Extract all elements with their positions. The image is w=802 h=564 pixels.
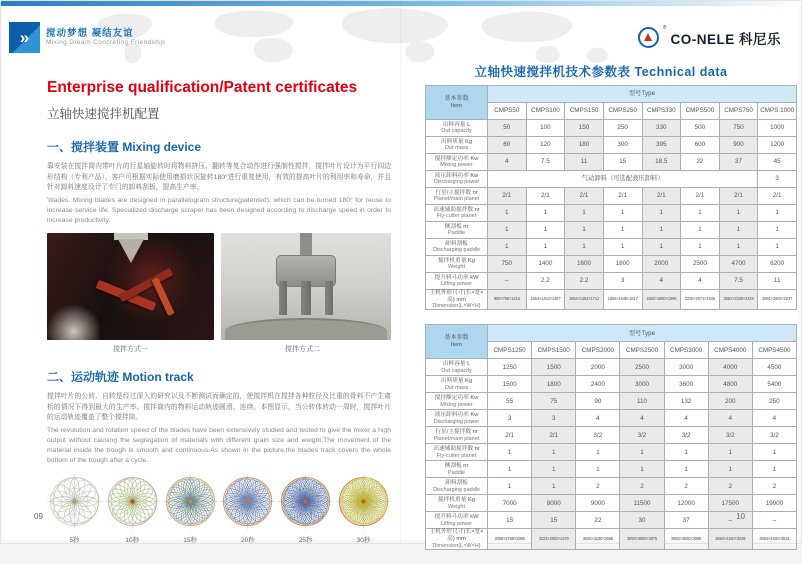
- value-cell: 2000: [576, 359, 620, 376]
- value-cell: 15: [532, 512, 576, 529]
- value-cell: 6200: [758, 256, 797, 273]
- value-cell: 1: [681, 222, 720, 239]
- photo-decor: [325, 281, 333, 315]
- value-cell: 1: [488, 205, 527, 222]
- photo-decor: [279, 281, 287, 315]
- value-cell: 100: [526, 120, 565, 137]
- value-cell: 1: [576, 461, 620, 478]
- value-cell: 1: [488, 478, 532, 495]
- value-cell: 17500: [708, 495, 752, 512]
- value-cell: 2500: [681, 256, 720, 273]
- value-cell: 5400: [752, 376, 796, 393]
- model-header-cell: CMPS250: [603, 103, 642, 120]
- value-cell: 250: [603, 120, 642, 137]
- registered-mark: ®: [662, 25, 667, 31]
- value-cell: 4: [664, 410, 708, 427]
- value-cell: 11: [565, 154, 604, 171]
- row-label-cell: 主机外形尺寸(长×宽×高) mm Dimension(L×W×H): [426, 290, 488, 310]
- value-cell: 3893×3550×2875: [620, 529, 664, 549]
- value-cell: 1: [532, 461, 576, 478]
- value-cell: 3000: [620, 376, 664, 393]
- value-cell: 4594×4150×3249: [708, 529, 752, 549]
- value-cell: 1: [708, 444, 752, 461]
- track-time-label: 30秒: [356, 536, 371, 544]
- motion-track-item: [278, 474, 333, 544]
- row-label-cell: 提升料斗功率 kW Lifting power: [426, 273, 488, 290]
- photo-decor: [118, 239, 144, 263]
- value-cell: 1: [758, 205, 797, 222]
- value-cell: 18.5: [642, 154, 681, 171]
- track-time-label: 10秒: [125, 536, 140, 544]
- value-cell: 1862×1850×1895: [642, 290, 681, 310]
- value-cell: 1600: [565, 256, 604, 273]
- value-cell: 200: [708, 393, 752, 410]
- value-cell: 3: [603, 273, 642, 290]
- value-cell: 1664×1453×1487: [526, 290, 565, 310]
- value-cell: 7.5: [526, 154, 565, 171]
- motion-track-paragraph-cn: 搅拌叶片的公转、自转是经过深入的研究以及不断测试而确定的，使搅拌机在搅拌各种粒径及比重的骨料不产生离析的情况下得到最大的生产率。搅拌筒内的物料运动轨迹圆滑、连续。本图显示，当公转体转动一周时，搅拌叶片的运动轨迹覆盖了整个搅拌筒。: [47, 393, 391, 422]
- row-label-cell: 侧刮板 nr Paddle: [426, 222, 488, 239]
- value-cell: 2/1: [603, 188, 642, 205]
- value-cell: 1: [664, 444, 708, 461]
- value-cell: 1: [603, 205, 642, 222]
- mixing-device-paragraph-en: 'blades. Mixing blades are designed in parallelogram structure(patented), which can be turned 180° for reuse to increase service life. Specialized discharge scraper has been designed according to discharge speed in order to increase productivity.: [47, 196, 391, 224]
- value-cell: 1: [488, 444, 532, 461]
- section-heading-mixing-device: 一、搅拌装置 Mixing device: [47, 140, 202, 154]
- model-header-cell: CMPS4500: [752, 342, 796, 359]
- value-cell: 330: [642, 120, 681, 137]
- value-cell: 1: [719, 239, 758, 256]
- value-cell: 4: [488, 154, 527, 171]
- value-cell: 1: [565, 205, 604, 222]
- value-cell: 3/2: [620, 427, 664, 444]
- value-cell: 4700: [719, 256, 758, 273]
- row-label-cell: 搅拌机重量 Kg Weight: [426, 256, 488, 273]
- value-cell: 395: [642, 137, 681, 154]
- value-cell: 4800: [708, 376, 752, 393]
- value-cell: 4594×4150×3634: [752, 529, 796, 549]
- value-cell: 500: [681, 120, 720, 137]
- value-cell: 4: [708, 410, 752, 427]
- value-cell: 1500: [532, 359, 576, 376]
- slogan-english: Mixing Dream Concreting Friendship: [46, 39, 166, 46]
- value-cell: 11500: [620, 495, 664, 512]
- row-label-cell: 主机外形尺寸(长×宽×高) mm Dimension(L×W×H): [426, 529, 488, 549]
- value-cell: 15: [488, 512, 532, 529]
- value-cell: 2/1: [488, 188, 527, 205]
- row-label-cell: 侧刮板 nr Paddle: [426, 461, 488, 478]
- model-header-cell: CMPS330: [642, 103, 681, 120]
- value-cell: 2000: [642, 256, 681, 273]
- value-cell: 3: [758, 171, 797, 188]
- motion-track-pattern: [336, 474, 391, 529]
- motion-track-item: [163, 474, 218, 544]
- value-cell: 1200: [758, 137, 797, 154]
- model-header-cell: CMPS50: [488, 103, 527, 120]
- value-cell: 1: [681, 239, 720, 256]
- spec-tables: [425, 85, 797, 564]
- motion-track-pattern: [163, 474, 218, 529]
- motion-track-paragraph-en: The revolution and rotation speed of the blades have been extensively studied and tested to give the mixer a high output without causing the segregation of materials with different grain size and weight.The movement of the material inside the trough is smooth and continuous.As shown in the picture,the blades track covers the whole bottom of the trough after a cycle.: [47, 426, 391, 465]
- value-cell: 60: [488, 137, 527, 154]
- value-cell: 750: [719, 120, 758, 137]
- co-nele-circle-triangle-icon: [638, 27, 659, 48]
- value-cell: 1: [576, 444, 620, 461]
- value-cell: 1: [752, 444, 796, 461]
- brand-logo: [638, 27, 781, 48]
- value-cell: 900: [719, 137, 758, 154]
- value-cell: 4: [576, 410, 620, 427]
- row-label-cell: 搅拌额定功率 Kw Mixing power: [426, 393, 488, 410]
- photo-caption-1: 搅拌方式一: [113, 346, 148, 354]
- value-cell: –: [708, 512, 752, 529]
- value-cell: 90: [576, 393, 620, 410]
- value-cell: 4: [642, 273, 681, 290]
- row-label-cell: 出料容量 L Out capacity: [426, 120, 488, 137]
- value-cell: 3: [532, 410, 576, 427]
- photo-decor: [301, 281, 311, 315]
- row-label-cell: 搅拌机重量 Kg Weight: [426, 495, 488, 512]
- section-heading-motion-track: 二、运动轨迹 Motion track: [47, 370, 194, 385]
- value-cell: 3/2: [664, 427, 708, 444]
- value-cell: 1: [526, 205, 565, 222]
- row-label-cell: 液压卸料功率 Kw Discharging power: [426, 171, 488, 188]
- mixing-device-paragraph-cn: 靠安装在搅拌筒内带叶片的行星轴旋转时将物料挤压、翻转等复合动作进行强制性搅拌，搅拌叶片设计为平行四边形结构（专利产品），客户可根据实际使用磨损状况旋转180°进行重复使用，有效的提高叶片的利用率和寿命，并且针对卸料速度设计了专门的卸料刮板，提高生产率。: [47, 163, 391, 192]
- value-cell: 1: [565, 239, 604, 256]
- value-cell: 950×786×1215: [488, 290, 527, 310]
- row-label-cell: 行星/主搅拌数 nr Planet/main planet: [426, 427, 488, 444]
- value-cell: 1: [758, 239, 797, 256]
- value-cell: 2/1: [565, 188, 604, 205]
- type-header-cell: 型号Type: [488, 325, 797, 342]
- value-cell: 1800: [603, 256, 642, 273]
- value-cell: 120: [526, 137, 565, 154]
- photo-caption-2: 搅拌方式二: [285, 346, 320, 354]
- item-header-cell: 基本参数 Item: [426, 86, 488, 120]
- value-cell: 3/2: [576, 427, 620, 444]
- value-cell: 45: [758, 154, 797, 171]
- value-cell: 1250: [488, 359, 532, 376]
- photo-captions: [47, 344, 391, 354]
- photo-mixing-method-1: [47, 233, 214, 340]
- value-cell: 1: [488, 461, 532, 478]
- value-cell: 22: [681, 154, 720, 171]
- value-cell: 22: [576, 512, 620, 529]
- value-cell: 132: [664, 393, 708, 410]
- value-cell: 1500: [488, 376, 532, 393]
- value-cell: 37: [664, 512, 708, 529]
- row-label-cell: 液压卸料功率 Kw Discharging power: [426, 410, 488, 427]
- value-cell: 4: [752, 410, 796, 427]
- value-cell: 3600: [664, 376, 708, 393]
- track-time-label: 5秒: [69, 536, 80, 544]
- value-cell: 3: [488, 410, 532, 427]
- row-label-cell: 提升料斗功率 kW Lifting power: [426, 512, 488, 529]
- value-cell: 12000: [664, 495, 708, 512]
- row-label-cell: 搅拌额定功率 Kw Mixing power: [426, 154, 488, 171]
- value-cell: 2/1: [532, 427, 576, 444]
- value-cell: 2: [576, 478, 620, 495]
- value-cell: 55: [488, 393, 532, 410]
- model-header-cell: CMPS3000: [664, 342, 708, 359]
- value-cell: 2: [664, 478, 708, 495]
- value-cell: 3/2: [752, 427, 796, 444]
- value-cell: 2: [620, 478, 664, 495]
- page-number-right: 10: [736, 512, 745, 521]
- value-cell: 2/1: [719, 188, 758, 205]
- value-cell: 2/1: [642, 188, 681, 205]
- model-header-cell: CMPS1250: [488, 342, 532, 359]
- value-cell: 1: [719, 205, 758, 222]
- value-cell: 4: [681, 273, 720, 290]
- value-cell: 300: [603, 137, 642, 154]
- value-cell: 750: [488, 256, 527, 273]
- value-cell: 4: [620, 410, 664, 427]
- value-cell: 110: [620, 393, 664, 410]
- spec-table: [425, 85, 797, 310]
- value-cell: 9000: [576, 495, 620, 512]
- value-cell: 37: [719, 154, 758, 171]
- value-cell: 2/1: [681, 188, 720, 205]
- value-cell: 1: [719, 222, 758, 239]
- world-map-background: [71, 5, 651, 65]
- value-cell: 7.5: [719, 273, 758, 290]
- value-cell: 3058×2756×2395: [488, 529, 532, 549]
- motion-track-item: [220, 474, 275, 544]
- model-header-cell: CMPS100: [526, 103, 565, 120]
- value-cell: 150: [565, 120, 604, 137]
- row-label-cell: 卸料刮板 Discharging paddle: [426, 478, 488, 495]
- row-label-cell: 高速辅助搅拌数 nr Fly-cutter planet: [426, 444, 488, 461]
- slogan-chinese: 搅动梦想 凝结友谊: [46, 28, 134, 39]
- value-cell: 2235×2071×1935: [681, 290, 720, 310]
- motion-track-pattern: [105, 474, 160, 529]
- value-cell: 3625×3230×2695: [576, 529, 620, 549]
- motion-track-diagrams: [47, 474, 391, 544]
- value-cell: 1: [642, 239, 681, 256]
- technical-data-title: 立轴快速搅拌机技术参数表 Technical data: [474, 65, 728, 79]
- motion-track-item: [105, 474, 160, 544]
- value-cell: 30: [620, 512, 664, 529]
- photo-decor: [225, 318, 387, 340]
- value-cell: 4000: [708, 359, 752, 376]
- value-cell: 50: [488, 120, 527, 137]
- value-cell: 1: [642, 205, 681, 222]
- model-header-cell: CMPS1500: [532, 342, 576, 359]
- photo-row: [47, 233, 391, 340]
- value-cell: 1: [565, 222, 604, 239]
- row-label-cell: 出料容量 L Out capacity: [426, 359, 488, 376]
- value-cell: 3223×2902×2470: [532, 529, 576, 549]
- page-number-left: 09: [34, 512, 43, 521]
- value-cell: 75: [532, 393, 576, 410]
- page-fold-divider: [400, 1, 402, 543]
- value-cell: 1: [532, 444, 576, 461]
- merged-value-cell: 气动卸料（可选配液压卸料）: [488, 171, 758, 188]
- value-cell: 1: [681, 205, 720, 222]
- chevron-right-icon: »: [19, 27, 27, 47]
- value-cell: 1: [752, 461, 796, 478]
- motion-track-pattern: [47, 474, 102, 529]
- value-cell: 1: [488, 222, 527, 239]
- value-cell: 11: [758, 273, 797, 290]
- spec-table-small-models: [425, 85, 797, 310]
- motion-track-pattern: [220, 474, 275, 529]
- track-time-label: 25秒: [298, 536, 313, 544]
- value-cell: 1: [603, 239, 642, 256]
- value-cell: 1400: [526, 256, 565, 273]
- value-cell: 15: [603, 154, 642, 171]
- company-chevron-logo-icon: [9, 22, 40, 53]
- model-header-cell: CMPS500: [681, 103, 720, 120]
- row-label-cell: 出料质量 Kg Out mass: [426, 137, 488, 154]
- value-cell: 1: [758, 222, 797, 239]
- value-cell: 2.2: [565, 273, 604, 290]
- brand-name: CO-NELE 科尼乐: [670, 31, 781, 47]
- value-cell: 1: [708, 461, 752, 478]
- motion-track-item: [336, 474, 391, 544]
- value-cell: –: [488, 273, 527, 290]
- row-label-cell: 出料质量 Kg Out mass: [426, 376, 488, 393]
- value-cell: 1: [526, 222, 565, 239]
- value-cell: 1: [603, 222, 642, 239]
- value-cell: 2581×2336×2245: [719, 290, 758, 310]
- value-cell: 2891×2602×2237: [758, 290, 797, 310]
- value-cell: 8000: [532, 495, 576, 512]
- motion-track-item: [47, 474, 102, 544]
- value-cell: 2: [752, 478, 796, 495]
- value-cell: 4500: [752, 359, 796, 376]
- value-cell: 2/1: [526, 188, 565, 205]
- value-cell: 1: [526, 239, 565, 256]
- value-cell: 1: [620, 461, 664, 478]
- value-cell: 600: [681, 137, 720, 154]
- value-cell: 1: [620, 444, 664, 461]
- value-cell: 7000: [488, 495, 532, 512]
- model-header-cell: CMPS150: [565, 103, 604, 120]
- row-label-cell: 卸料刮板 Discharging paddle: [426, 239, 488, 256]
- value-cell: 1: [488, 239, 527, 256]
- value-cell: 19000: [752, 495, 796, 512]
- track-time-label: 15秒: [183, 536, 197, 544]
- value-cell: 1664×1453×1712: [565, 290, 604, 310]
- type-header-cell: 型号Type: [488, 86, 797, 103]
- item-header-cell: 基本参数 Item: [426, 325, 488, 359]
- model-header-cell: CMPS2000: [576, 342, 620, 359]
- value-cell: 2/1: [488, 427, 532, 444]
- row-label-cell: 行星/主搅拌数 nr Planet/main planet: [426, 188, 488, 205]
- value-cell: 1: [532, 478, 576, 495]
- value-cell: 1800: [532, 376, 576, 393]
- value-cell: 1000: [758, 120, 797, 137]
- value-cell: 250: [752, 393, 796, 410]
- value-cell: 1856×1648×1817: [603, 290, 642, 310]
- value-cell: 2.2: [526, 273, 565, 290]
- value-cell: 1: [642, 222, 681, 239]
- value-cell: –: [752, 512, 796, 529]
- value-cell: 1: [664, 461, 708, 478]
- photo-mixing-method-2: [221, 233, 391, 340]
- value-cell: 2: [708, 478, 752, 495]
- value-cell: 3000: [664, 359, 708, 376]
- left-page: [47, 79, 391, 544]
- model-header-cell: CMPS750: [719, 103, 758, 120]
- value-cell: 2/1: [758, 188, 797, 205]
- model-header-cell: CMPS2500: [620, 342, 664, 359]
- page-subtitle: 立轴快速搅拌机配置: [47, 107, 160, 121]
- model-header-cell: CMPS 1000: [758, 103, 797, 120]
- model-header-cell: CMPS4000: [708, 342, 752, 359]
- photo-decor: [151, 277, 174, 316]
- value-cell: 180: [565, 137, 604, 154]
- page-title: Enterprise qualification/Patent certificates: [47, 79, 358, 96]
- value-cell: 2500: [620, 359, 664, 376]
- value-cell: 3893×3550×3085: [664, 529, 708, 549]
- motion-track-pattern: [278, 474, 333, 529]
- value-cell: 3/2: [708, 427, 752, 444]
- row-label-cell: 高速辅助搅拌数 nr Fly-cutter planet: [426, 205, 488, 222]
- track-time-label: 20秒: [241, 536, 255, 544]
- value-cell: 2400: [576, 376, 620, 393]
